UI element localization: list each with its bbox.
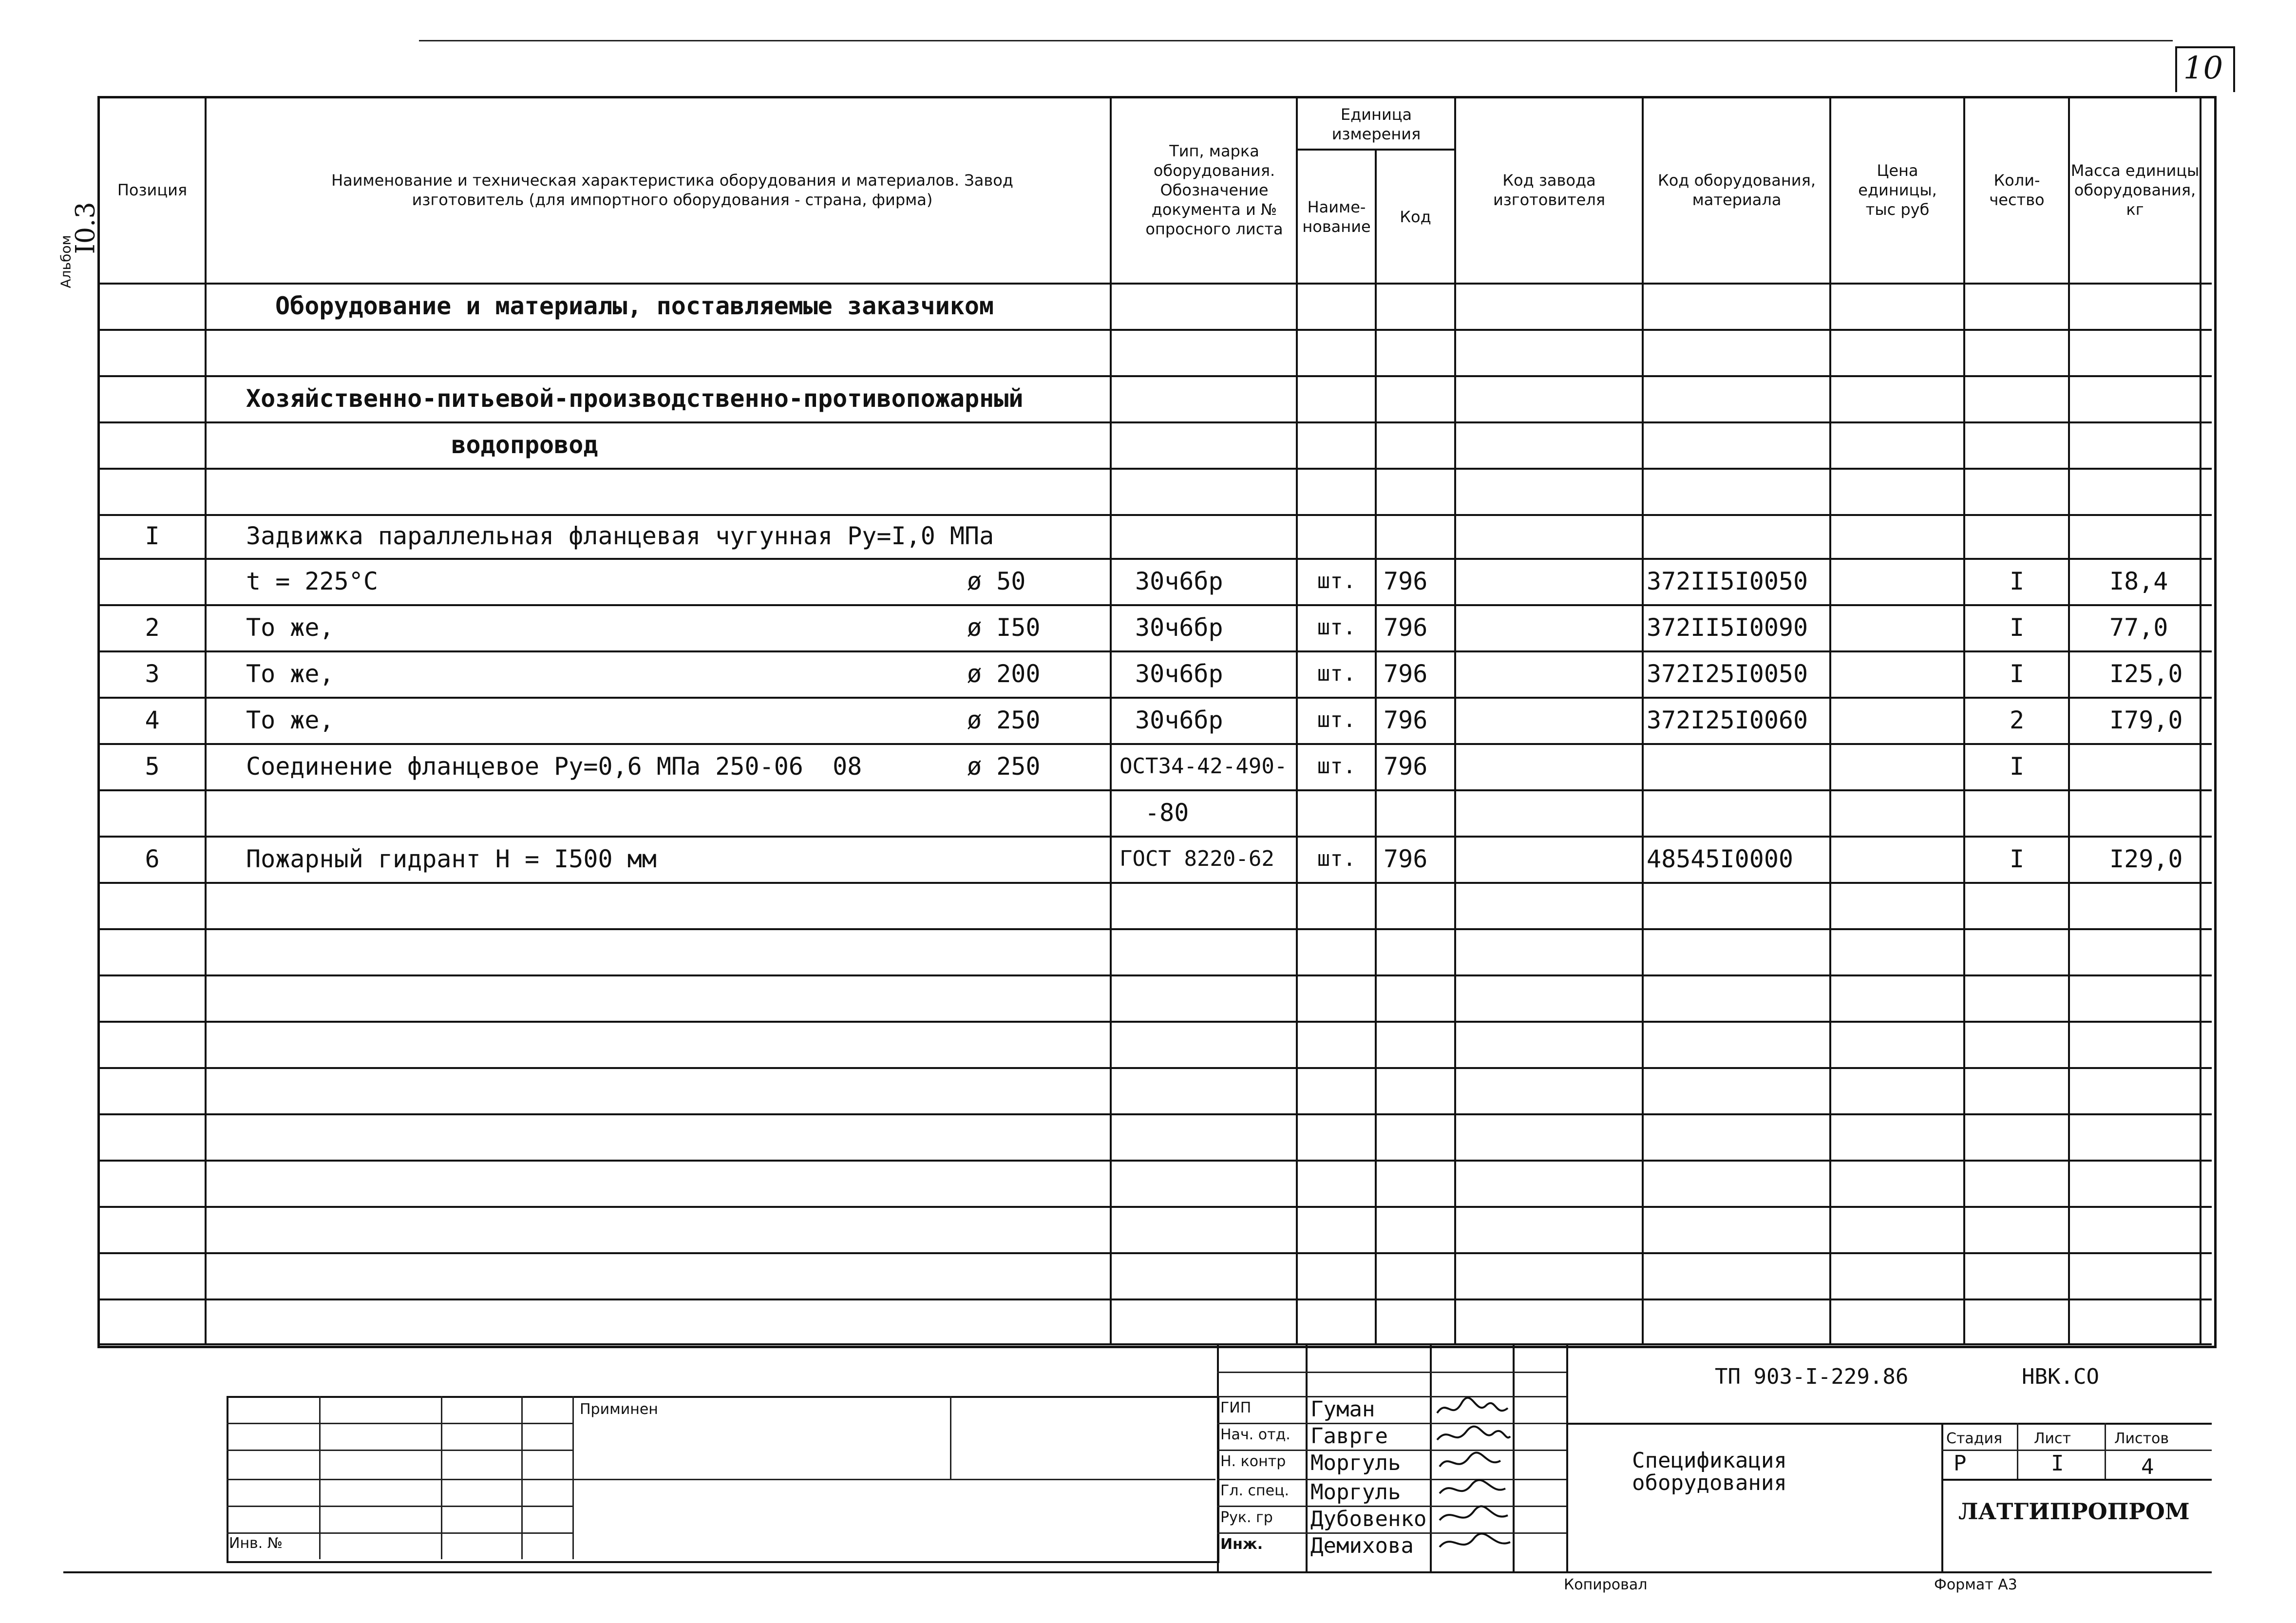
cell-position: 5 bbox=[145, 752, 160, 781]
cell-equipment-code: 372II5I0050 bbox=[1647, 567, 1808, 595]
row-line bbox=[97, 468, 2212, 470]
grid-line bbox=[572, 1396, 574, 1559]
cell-diameter: ø I50 bbox=[967, 613, 1041, 642]
sig-line bbox=[1513, 1343, 1515, 1571]
cell-quantity: I bbox=[2009, 752, 2025, 781]
row-line bbox=[97, 329, 2212, 331]
cell-mass: I29,0 bbox=[2109, 844, 2183, 873]
col-line bbox=[1375, 149, 1377, 1343]
title-block-bottom bbox=[63, 1571, 2212, 1573]
unit-group-line bbox=[1296, 149, 1454, 151]
cell-type: ГОСТ 8220-62 bbox=[1120, 846, 1274, 871]
album-number: I0.3 bbox=[70, 202, 101, 254]
name-ruk-gr: Дубовенко bbox=[1310, 1507, 1427, 1531]
row-line bbox=[97, 882, 2212, 884]
row-line bbox=[97, 1021, 2212, 1023]
header-factory-code: Код завода изготовителя bbox=[1493, 171, 1606, 209]
name-gip: Гуман bbox=[1310, 1397, 1375, 1422]
header-mass: Масса единицы оборудования, кг bbox=[2070, 161, 2200, 219]
cell-mass: I25,0 bbox=[2109, 659, 2183, 688]
role-ruk-gr: Рук. гр bbox=[1220, 1509, 1273, 1526]
cell-unit-code: 796 bbox=[1384, 752, 1428, 781]
cell-diameter: ø 50 bbox=[967, 567, 1026, 595]
cell-quantity: I bbox=[2009, 844, 2025, 873]
cell-unit: шт. bbox=[1317, 846, 1356, 871]
row-line bbox=[97, 1252, 2212, 1254]
sheets-value: 4 bbox=[2141, 1454, 2154, 1479]
name-inzh: Демихова bbox=[1310, 1533, 1414, 1558]
primenen-label: Приминен bbox=[580, 1401, 658, 1418]
row-line bbox=[97, 1298, 2212, 1300]
copied-label: Копировал bbox=[1564, 1576, 1648, 1593]
title-block-top bbox=[97, 1343, 2212, 1345]
header-unit-group: Единица измерения bbox=[1331, 105, 1421, 143]
cell-position: 6 bbox=[145, 844, 160, 873]
cell-name: То же, bbox=[246, 613, 334, 642]
doc-suffix: НВК.СО bbox=[2022, 1364, 2099, 1389]
cell-type: 30ч6бр bbox=[1135, 613, 1223, 642]
grid-line bbox=[227, 1423, 572, 1424]
grid-line bbox=[521, 1396, 523, 1559]
sig-row-line bbox=[1217, 1396, 1566, 1397]
sig-line bbox=[1566, 1343, 1568, 1571]
row-line bbox=[97, 928, 2212, 930]
row-line bbox=[97, 1206, 2212, 1208]
header-unit-code: Код bbox=[1400, 208, 1431, 226]
organization: ЛАТГИПРОПРОМ bbox=[1958, 1498, 2190, 1525]
title-line bbox=[1566, 1423, 2212, 1425]
cell-equipment-code: 372I25I0050 bbox=[1647, 659, 1808, 688]
sheets-label: Листов bbox=[2114, 1430, 2169, 1447]
cell-unit-code: 796 bbox=[1384, 844, 1428, 873]
cell-quantity: 2 bbox=[2009, 706, 2025, 734]
sig-line bbox=[1430, 1343, 1432, 1571]
role-gip: ГИП bbox=[1220, 1399, 1252, 1416]
cell-unit-code: 796 bbox=[1384, 613, 1428, 642]
cell-name: То же, bbox=[246, 659, 334, 688]
sheet-label: Лист bbox=[2034, 1430, 2071, 1447]
cell-quantity: I bbox=[2009, 567, 2025, 595]
cell-name: Соединение фланцевое Ру=0,6 МПа 250-06 08 bbox=[246, 752, 862, 781]
sheet-number: 10 bbox=[2183, 50, 2223, 86]
header-type: Тип, марка оборудования. Обозначение документа и № опросного листа bbox=[1145, 142, 1283, 238]
stage-line bbox=[1941, 1423, 1943, 1571]
subsection-title-cont: водопровод bbox=[246, 430, 598, 459]
cell-equipment-code: 372II5I0090 bbox=[1647, 613, 1808, 642]
role-inzh: Инж. bbox=[1220, 1536, 1263, 1553]
grid-line bbox=[227, 1506, 572, 1507]
row-line bbox=[97, 1113, 2212, 1115]
header-name: Наименование и техническая характеристика оборудования и материалов. Завод изготовитель (для импортного оборудования - страна, фирма) bbox=[331, 171, 1013, 209]
cell-mass: I79,0 bbox=[2109, 706, 2183, 734]
cell-type: 30ч6бр bbox=[1135, 706, 1223, 734]
cell-type: ОСТ34-42-490- bbox=[1120, 754, 1288, 779]
name-n-kontr: Моргуль bbox=[1310, 1451, 1401, 1475]
inv-label: Инв. № bbox=[229, 1535, 283, 1552]
row-line bbox=[97, 1160, 2212, 1162]
cell-unit: шт. bbox=[1317, 707, 1356, 732]
cell-type-cont: -80 bbox=[1145, 798, 1189, 827]
cell-unit: шт. bbox=[1317, 615, 1356, 640]
row-line bbox=[97, 974, 2212, 976]
sig-row-line bbox=[1217, 1372, 1566, 1373]
cell-equipment-code: 48545I0000 bbox=[1647, 844, 1794, 873]
format-label: Формат А3 bbox=[1934, 1576, 2017, 1593]
section-title: Оборудование и материалы, поставляемые заказчиком bbox=[275, 291, 994, 320]
cell-name: Задвижка параллельная фланцевая чугунная Ру=I,0 МПа bbox=[246, 522, 994, 550]
sig-line bbox=[1306, 1343, 1308, 1571]
cell-unit-code: 796 bbox=[1384, 567, 1428, 595]
grid-line bbox=[950, 1396, 951, 1479]
cell-name: Пожарный гидрант Н = I500 мм bbox=[246, 844, 657, 873]
cell-diameter: ø 200 bbox=[967, 659, 1041, 688]
cell-unit-code: 796 bbox=[1384, 706, 1428, 734]
cell-type: 30ч6бр bbox=[1135, 567, 1223, 595]
cell-equipment-code: 372I25I0060 bbox=[1647, 706, 1808, 734]
album-label: Альбом bbox=[57, 235, 74, 288]
role-n-kontr: Н. контр bbox=[1220, 1453, 1286, 1470]
cell-position: 2 bbox=[145, 613, 160, 642]
stage-line bbox=[1941, 1450, 2212, 1451]
sig-row-line bbox=[1217, 1423, 1566, 1424]
cell-type: 30ч6бр bbox=[1135, 659, 1223, 688]
header-quantity: Коли-чество bbox=[1989, 171, 2045, 209]
row-line bbox=[97, 1067, 2212, 1069]
name-gl-spec: Моргуль bbox=[1310, 1480, 1401, 1505]
grid-line bbox=[227, 1532, 572, 1534]
cell-diameter: ø 250 bbox=[967, 752, 1041, 781]
grid-line bbox=[319, 1396, 321, 1559]
cell-unit: шт. bbox=[1317, 661, 1356, 686]
top-scan-line bbox=[419, 40, 2173, 41]
stage-value: Р bbox=[1954, 1451, 1967, 1476]
grid-line bbox=[441, 1396, 442, 1559]
header-price: Цена единицы, тыс руб bbox=[1858, 161, 1937, 219]
cell-unit-code: 796 bbox=[1384, 659, 1428, 688]
cell-position: 3 bbox=[145, 659, 160, 688]
header-position: Позиция bbox=[117, 181, 188, 199]
sheet-value: I bbox=[2051, 1451, 2064, 1476]
grid-line bbox=[227, 1450, 572, 1451]
cell-mass: 77,0 bbox=[2109, 613, 2168, 642]
cell-name: То же, bbox=[246, 706, 334, 734]
stage-line bbox=[1941, 1479, 2212, 1481]
cell-unit: шт. bbox=[1317, 569, 1356, 593]
cell-position: 4 bbox=[145, 706, 160, 734]
subsection-title: Хозяйственно-питьевой-производственно-противопожарный bbox=[246, 384, 1024, 413]
cell-mass: I8,4 bbox=[2109, 567, 2168, 595]
role-gl-spec: Гл. спец. bbox=[1220, 1482, 1290, 1499]
name-nach-otd: Гаврге bbox=[1310, 1424, 1388, 1449]
sig-line bbox=[1217, 1343, 1219, 1571]
cell-quantity: I bbox=[2009, 659, 2025, 688]
stage-label: Стадия bbox=[1946, 1430, 2003, 1447]
doc-code: ТП 903-I-229.86 bbox=[1715, 1364, 1909, 1389]
grid-line bbox=[227, 1479, 1215, 1480]
signatures bbox=[1432, 1374, 1513, 1569]
header-unit-name: Наиме-нование bbox=[1302, 198, 1371, 236]
role-nach-otd: Нач. отд. bbox=[1220, 1426, 1290, 1443]
cell-quantity: I bbox=[2009, 613, 2025, 642]
cell-unit: шт. bbox=[1317, 754, 1356, 779]
doc-title: Спецификация оборудования bbox=[1632, 1448, 1787, 1495]
cell-name: t = 225°C bbox=[246, 567, 378, 595]
cell-diameter: ø 250 bbox=[967, 706, 1041, 734]
cell-position: I bbox=[145, 522, 160, 550]
header-equipment-code: Код оборудования, материала bbox=[1657, 171, 1816, 209]
